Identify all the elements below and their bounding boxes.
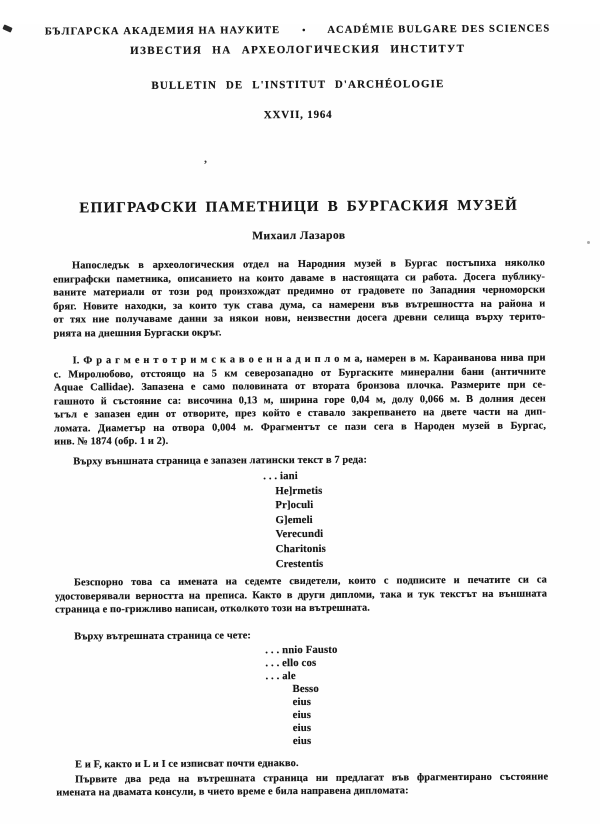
text-line: Върху външната страница е запазен латински текст в 7 реда: [73, 454, 368, 467]
latin-text-line: . . . iani [263, 470, 298, 483]
latin-text-line: Verecundi [275, 528, 324, 541]
article-title: ЕПИГРАФСКИ ПАМЕТНИЦИ В БУРГАСКИЯ МУЗЕЙ [79, 197, 518, 217]
text-line: Безспорно това са имената на седемте свидетели, които с подписите и печатите си са [73, 574, 547, 589]
text-line: с. Миролюбово, отстоящо на 5 км северозападно от Бургаските минерални бани (античните [53, 365, 546, 381]
text-line: бряг. Новите находки, за които тук става дума, са намерени във вътрешността на района и [53, 297, 546, 313]
header-line-academies [0, 22, 598, 39]
latin-text-line: G]emeli [275, 513, 313, 526]
latin-text-line: Pr]oculi [275, 499, 314, 512]
paragraph-intro [53, 257, 545, 341]
latin-text-line: eius [292, 722, 312, 735]
text-line: ваните материали от този род произхождат предимно от градовете по Западния черноморски [53, 284, 546, 299]
text-line: инв. № 1874 (обр. 1 и 2). [54, 435, 169, 448]
journal-title-bulgarian: ИЗВЕСТИЯ НА АРХЕОЛОГИЧЕСКИЯ ИНСТИТУТ [130, 42, 466, 58]
journal-header [0, 22, 598, 124]
text-line: Напоследък в археологическия отдел на Народния музей в Бургас постъпиха няколко [71, 257, 546, 272]
text-line: удостоверявали верността на преписа. Както в други дипломи, така и тук текстът на външната [55, 588, 548, 603]
latin-text-line: eius [292, 709, 312, 722]
text-line: от тях ние получаваме данни за някои нови, неизвестни досега древни селища върху терито- [53, 311, 546, 326]
text-line: имената на двамата консули, в чието време е била направена дипломата: [56, 785, 409, 799]
scan-artifact-stray-comma: , [204, 151, 207, 165]
latin-text-line: Crestentis [275, 557, 324, 570]
text-line: страница е по-грижливо написан, отколкото този на вътрешната. [55, 602, 371, 616]
academy-name-french: ACADÉMIE BULGARE DES SCIENCES [327, 23, 551, 36]
scanned-page [0, 24, 600, 824]
latin-text-line: . . . ale [265, 670, 296, 683]
paragraph-witnesses [55, 574, 547, 618]
paragraph-consuls [56, 770, 548, 800]
text-line: Е и F, както и L и I се изписват почти еднакво. [75, 758, 299, 771]
text-line: Върху вътрешната страница се чете: [74, 629, 251, 643]
text-line: ломата. Диаметър на отвора 0,004 м. Фрагментът се пази сега в Народен музей в Бургас, [53, 419, 547, 435]
separator-dot: • [302, 24, 306, 35]
text-line: Първите два реда на вътрешната страница ни предлагат във фрагментирано състояние [75, 771, 549, 786]
latin-text-line: eius [292, 696, 312, 709]
text-line: гашното й състояние са: височина 0,13 м, ширина горе 0,04 м, долу 0,066 м. В долния десен [53, 392, 546, 408]
journal-title-french: BULLETIN DE L'INSTITUT D'ARCHÉOLOGIE [151, 78, 445, 92]
paragraph-fragment-description [54, 351, 547, 449]
text-line: ъгъл е запазен един от отворите, през който е ставало закрепването на двете части на дип- [53, 406, 546, 421]
latin-text-line: Charitonis [275, 542, 326, 556]
latin-text-inner-list [265, 644, 338, 748]
text-line: Aquae Callidae). Запазена е само половината от втората бронзова плочка. Размерите при се- [53, 379, 546, 394]
text-line: епиграфски паметника, описанието на които даваме в настоящата си работа. Досега публику- [53, 271, 546, 286]
paragraph-outer-side-intro [54, 452, 546, 469]
text-line: I. Ф р а г м е н т о т р и м с к а в о е н н а д и п л о м а, намерен в м. Караиванова нива при [72, 352, 546, 367]
paragraph-inner-side-intro [55, 627, 547, 644]
latin-text-line: He]rmetis [275, 484, 323, 497]
latin-text-line: . . . nnio Fausto [265, 643, 338, 657]
academy-name-bulgarian: БЪЛГАРСКА АКАДЕМИЯ НА НАУКИТЕ [44, 25, 281, 38]
volume-year: XXVII, 1964 [263, 108, 333, 122]
text-line: рията на днешния Бургаски окръг. [53, 326, 222, 340]
page-content [0, 22, 600, 800]
latin-text-line: Besso [292, 683, 319, 696]
article-body [53, 257, 548, 801]
latin-text-outer-list [263, 469, 326, 571]
latin-text-line: eius [292, 735, 312, 748]
latin-text-line: . . . ello cos [265, 657, 317, 670]
article-author: Михаил Лазаров [252, 229, 346, 243]
